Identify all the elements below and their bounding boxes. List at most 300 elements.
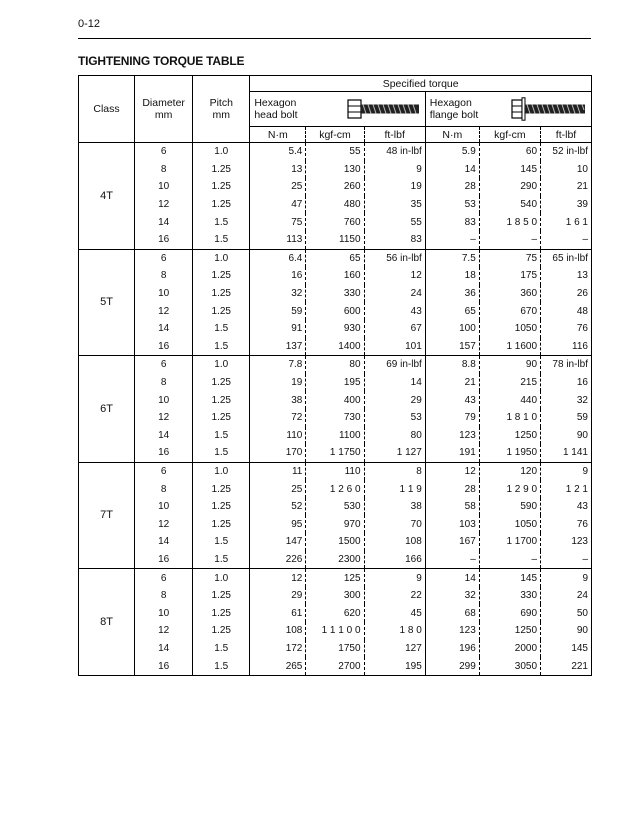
head-kgfcm-cell: 55 xyxy=(306,143,364,161)
flange-ftlbf-cell: 78 in-lbf xyxy=(541,356,592,374)
table-row xyxy=(79,551,592,569)
class-header: Class xyxy=(79,76,135,143)
class-cell: 5T xyxy=(79,249,135,356)
diameter-cell: 16 xyxy=(135,338,193,356)
flange-kgfcm-cell: 290 xyxy=(479,178,540,196)
flange-nm-cell: 83 xyxy=(425,213,479,231)
flange-nm-cell: 18 xyxy=(425,267,479,285)
flange-nm-cell: 79 xyxy=(425,409,479,427)
diameter-cell: 10 xyxy=(135,178,193,196)
diameter-cell: 12 xyxy=(135,196,193,214)
flange-kgfcm-cell: 75 xyxy=(479,249,540,267)
head-ftlbf-cell: 1 127 xyxy=(364,444,425,462)
diameter-cell: 16 xyxy=(135,231,193,249)
head-nm-cell: 6.4 xyxy=(250,249,306,267)
table-row xyxy=(79,196,592,214)
flange-ftlbf-cell: 90 xyxy=(541,427,592,445)
head-kgfcm-cell: 760 xyxy=(306,213,364,231)
head-kgfcm-cell: 1 2 6 0 xyxy=(306,480,364,498)
diameter-cell: 8 xyxy=(135,374,193,392)
flange-nm-cell: 28 xyxy=(425,480,479,498)
diameter-cell: 6 xyxy=(135,356,193,374)
flange-nm-cell: 58 xyxy=(425,498,479,516)
diameter-cell: 12 xyxy=(135,409,193,427)
flange-kgfcm-cell: 1050 xyxy=(479,320,540,338)
head-kgfcm-cell: 65 xyxy=(306,249,364,267)
head-kgfcm-cell: 160 xyxy=(306,267,364,285)
head-kgfcm-cell: 930 xyxy=(306,320,364,338)
diameter-cell: 14 xyxy=(135,640,193,658)
head-ftlbf-cell: 80 xyxy=(364,427,425,445)
pitch-cell: 1.5 xyxy=(193,533,250,551)
diameter-header xyxy=(135,76,193,143)
pitch-cell: 1.5 xyxy=(193,320,250,338)
table-row xyxy=(79,356,592,374)
pitch-cell: 1.0 xyxy=(193,569,250,587)
diameter-cell: 10 xyxy=(135,285,193,303)
head-kgfcm-cell: 110 xyxy=(306,462,364,480)
table-row xyxy=(79,480,592,498)
header-rule xyxy=(78,38,591,39)
head-kgfcm-cell: 195 xyxy=(306,374,364,392)
flange-nm-cell: 8.8 xyxy=(425,356,479,374)
diameter-cell: 6 xyxy=(135,249,193,267)
head-ftlbf-cell: 45 xyxy=(364,604,425,622)
diameter-cell: 10 xyxy=(135,391,193,409)
flange-kgfcm-cell: 1 8 1 0 xyxy=(479,409,540,427)
pitch-cell: 1.25 xyxy=(193,498,250,516)
pitch-cell: 1.0 xyxy=(193,356,250,374)
table-row xyxy=(79,622,592,640)
pitch-cell: 1.25 xyxy=(193,480,250,498)
flange-kgfcm-cell: 590 xyxy=(479,498,540,516)
table-row xyxy=(79,143,592,161)
flange-kgfcm-cell: 1 8 5 0 xyxy=(479,213,540,231)
flange-nm-cell: 167 xyxy=(425,533,479,551)
diameter-cell: 8 xyxy=(135,161,193,179)
flange-ftlbf-cell: 221 xyxy=(541,657,592,675)
head-nm-cell: 72 xyxy=(250,409,306,427)
page-title: TIGHTENING TORQUE TABLE xyxy=(78,54,245,68)
flange-ftlbf-cell: 145 xyxy=(541,640,592,658)
head-kgfcm-cell: 130 xyxy=(306,161,364,179)
head-nm-cell: 265 xyxy=(250,657,306,675)
flange-kgfcm-cell: 360 xyxy=(479,285,540,303)
head-ftlbf-cell: 83 xyxy=(364,231,425,249)
table-row xyxy=(79,285,592,303)
flange-kgfcm-cell: 690 xyxy=(479,604,540,622)
flange-nm-cell: 53 xyxy=(425,196,479,214)
pitch-cell: 1.25 xyxy=(193,515,250,533)
head-ftlbf-cell: 35 xyxy=(364,196,425,214)
diameter-cell: 12 xyxy=(135,302,193,320)
flange-nm-cell: 21 xyxy=(425,374,479,392)
diameter-header-line1: Diameter xyxy=(142,97,185,109)
unit-head-nm: N·m xyxy=(250,127,306,143)
head-ftlbf-cell: 43 xyxy=(364,302,425,320)
diameter-cell: 12 xyxy=(135,515,193,533)
flange-ftlbf-cell: 26 xyxy=(541,285,592,303)
diameter-cell: 12 xyxy=(135,622,193,640)
head-nm-cell: 25 xyxy=(250,480,306,498)
hex-flange-line1: Hexagon xyxy=(429,97,472,109)
flange-kgfcm-cell: 145 xyxy=(479,569,540,587)
head-kgfcm-cell: 730 xyxy=(306,409,364,427)
head-nm-cell: 170 xyxy=(250,444,306,462)
flange-kgfcm-cell: – xyxy=(479,231,540,249)
head-nm-cell: 47 xyxy=(250,196,306,214)
flange-nm-cell: 65 xyxy=(425,302,479,320)
class-cell: 6T xyxy=(79,356,135,463)
pitch-cell: 1.5 xyxy=(193,213,250,231)
head-ftlbf-cell: 70 xyxy=(364,515,425,533)
unit-flange-ftlbf: ft-lbf xyxy=(541,127,592,143)
head-nm-cell: 110 xyxy=(250,427,306,445)
head-ftlbf-cell: 127 xyxy=(364,640,425,658)
head-ftlbf-cell: 53 xyxy=(364,409,425,427)
flange-kgfcm-cell: 2000 xyxy=(479,640,540,658)
head-nm-cell: 147 xyxy=(250,533,306,551)
head-kgfcm-cell: 620 xyxy=(306,604,364,622)
class-cell: 4T xyxy=(100,189,113,202)
head-ftlbf-cell: 56 in-lbf xyxy=(364,249,425,267)
flange-kgfcm-cell: 1250 xyxy=(479,427,540,445)
head-ftlbf-cell: 166 xyxy=(364,551,425,569)
table-row xyxy=(79,249,592,267)
pitch-cell: 1.25 xyxy=(193,302,250,320)
head-ftlbf-cell: 24 xyxy=(364,285,425,303)
hex-flange-line2: flange bolt xyxy=(429,109,479,121)
head-kgfcm-cell: 300 xyxy=(306,587,364,605)
head-nm-cell: 113 xyxy=(250,231,306,249)
diameter-cell: 14 xyxy=(135,320,193,338)
flange-kgfcm-cell: 1 1950 xyxy=(479,444,540,462)
flange-nm-cell: 100 xyxy=(425,320,479,338)
head-kgfcm-cell: 1100 xyxy=(306,427,364,445)
pitch-cell: 1.5 xyxy=(193,427,250,445)
hex-head-line2: head bolt xyxy=(254,109,298,121)
flange-nm-cell: 191 xyxy=(425,444,479,462)
diameter-cell: 14 xyxy=(135,533,193,551)
hex-head-bolt-header xyxy=(250,92,425,127)
head-nm-cell: 5.4 xyxy=(250,143,306,161)
head-nm-cell: 29 xyxy=(250,587,306,605)
head-ftlbf-cell: 1 8 0 xyxy=(364,622,425,640)
pitch-cell: 1.5 xyxy=(193,338,250,356)
class-cell: 7T xyxy=(79,462,135,569)
table-row xyxy=(79,657,592,675)
flange-nm-cell: 14 xyxy=(425,569,479,587)
flange-ftlbf-cell: 43 xyxy=(541,498,592,516)
head-nm-cell: 172 xyxy=(250,640,306,658)
flange-ftlbf-cell: 90 xyxy=(541,622,592,640)
table-row xyxy=(79,640,592,658)
flange-ftlbf-cell: 9 xyxy=(541,569,592,587)
unit-flange-nm: N·m xyxy=(425,127,479,143)
table-row xyxy=(79,231,592,249)
head-kgfcm-cell: 125 xyxy=(306,569,364,587)
diameter-cell: 6 xyxy=(135,569,193,587)
pitch-cell: 1.25 xyxy=(193,409,250,427)
head-kgfcm-cell: 970 xyxy=(306,515,364,533)
flange-ftlbf-cell: 24 xyxy=(541,587,592,605)
specified-torque-header: Specified torque xyxy=(250,76,592,92)
pitch-cell: 1.0 xyxy=(193,249,250,267)
pitch-cell: 1.25 xyxy=(193,196,250,214)
diameter-cell: 10 xyxy=(135,604,193,622)
head-nm-cell: 108 xyxy=(250,622,306,640)
flange-ftlbf-cell: 50 xyxy=(541,604,592,622)
head-kgfcm-cell: 80 xyxy=(306,356,364,374)
flange-kgfcm-cell: 540 xyxy=(479,196,540,214)
flange-ftlbf-cell: 32 xyxy=(541,391,592,409)
flange-nm-cell: 12 xyxy=(425,462,479,480)
flange-kgfcm-cell: 3050 xyxy=(479,657,540,675)
flange-nm-cell: 36 xyxy=(425,285,479,303)
head-kgfcm-cell: 1150 xyxy=(306,231,364,249)
pitch-cell: 1.25 xyxy=(193,604,250,622)
pitch-cell: 1.25 xyxy=(193,267,250,285)
head-nm-cell: 19 xyxy=(250,374,306,392)
flange-ftlbf-cell: 1 2 1 xyxy=(541,480,592,498)
head-kgfcm-cell: 480 xyxy=(306,196,364,214)
head-kgfcm-cell: 1500 xyxy=(306,533,364,551)
flange-nm-cell: 5.9 xyxy=(425,143,479,161)
flange-nm-cell: – xyxy=(425,231,479,249)
table-row xyxy=(79,409,592,427)
table-row xyxy=(79,498,592,516)
diameter-cell: 8 xyxy=(135,587,193,605)
head-nm-cell: 137 xyxy=(250,338,306,356)
flange-kgfcm-cell: 1250 xyxy=(479,622,540,640)
head-ftlbf-cell: 12 xyxy=(364,267,425,285)
head-kgfcm-cell: 1400 xyxy=(306,338,364,356)
diameter-cell: 8 xyxy=(135,267,193,285)
head-nm-cell: 91 xyxy=(250,320,306,338)
table-row xyxy=(79,515,592,533)
hex-flange-bolt-icon xyxy=(511,97,587,121)
flange-nm-cell: 68 xyxy=(425,604,479,622)
flange-ftlbf-cell: 116 xyxy=(541,338,592,356)
table-row xyxy=(79,302,592,320)
head-ftlbf-cell: 69 in-lbf xyxy=(364,356,425,374)
pitch-cell: 1.25 xyxy=(193,391,250,409)
head-nm-cell: 12 xyxy=(250,569,306,587)
flange-kgfcm-cell: 670 xyxy=(479,302,540,320)
head-ftlbf-cell: 19 xyxy=(364,178,425,196)
hex-head-line1: Hexagon xyxy=(254,97,297,109)
head-ftlbf-cell: 67 xyxy=(364,320,425,338)
diameter-cell: 14 xyxy=(135,427,193,445)
head-ftlbf-cell: 22 xyxy=(364,587,425,605)
diameter-header-line2: mm xyxy=(154,109,173,121)
table-row xyxy=(79,533,592,551)
unit-flange-kgfcm: kgf-cm xyxy=(479,127,540,143)
flange-nm-cell: 123 xyxy=(425,622,479,640)
table-row xyxy=(79,427,592,445)
flange-ftlbf-cell: 16 xyxy=(541,374,592,392)
table-row xyxy=(79,604,592,622)
flange-nm-cell: – xyxy=(425,551,479,569)
table-row xyxy=(79,320,592,338)
head-kgfcm-cell: 330 xyxy=(306,285,364,303)
diameter-cell: 16 xyxy=(135,444,193,462)
flange-kgfcm-cell: 90 xyxy=(479,356,540,374)
head-kgfcm-cell: 1 1750 xyxy=(306,444,364,462)
diameter-cell: 8 xyxy=(135,480,193,498)
flange-nm-cell: 103 xyxy=(425,515,479,533)
head-kgfcm-cell: 600 xyxy=(306,302,364,320)
head-ftlbf-cell: 55 xyxy=(364,213,425,231)
diameter-cell: 14 xyxy=(135,213,193,231)
table-row xyxy=(79,569,592,587)
flange-kgfcm-cell: 175 xyxy=(479,267,540,285)
flange-kgfcm-cell: 440 xyxy=(479,391,540,409)
flange-ftlbf-cell: 76 xyxy=(541,320,592,338)
head-kgfcm-cell: 2300 xyxy=(306,551,364,569)
flange-ftlbf-cell: 76 xyxy=(541,515,592,533)
flange-nm-cell: 32 xyxy=(425,587,479,605)
head-ftlbf-cell: 14 xyxy=(364,374,425,392)
flange-nm-cell: 123 xyxy=(425,427,479,445)
hex-flange-bolt-header xyxy=(425,92,591,127)
head-kgfcm-cell: 400 xyxy=(306,391,364,409)
pitch-header-line1: Pitch xyxy=(209,97,233,109)
head-ftlbf-cell: 9 xyxy=(364,569,425,587)
diameter-cell: 16 xyxy=(135,657,193,675)
hex-head-bolt-icon xyxy=(347,98,421,120)
pitch-cell: 1.25 xyxy=(193,374,250,392)
torque-table xyxy=(78,75,592,676)
flange-kgfcm-cell: 1050 xyxy=(479,515,540,533)
table-row xyxy=(79,338,592,356)
flange-ftlbf-cell: 48 xyxy=(541,302,592,320)
page-number: 0-12 xyxy=(78,18,101,30)
head-ftlbf-cell: 38 xyxy=(364,498,425,516)
flange-ftlbf-cell: 1 141 xyxy=(541,444,592,462)
flange-kgfcm-cell: 145 xyxy=(479,161,540,179)
flange-kgfcm-cell: 1 2 9 0 xyxy=(479,480,540,498)
flange-ftlbf-cell: 59 xyxy=(541,409,592,427)
head-nm-cell: 75 xyxy=(250,213,306,231)
flange-ftlbf-cell: – xyxy=(541,231,592,249)
flange-ftlbf-cell: 10 xyxy=(541,161,592,179)
pitch-cell: 1.5 xyxy=(193,657,250,675)
flange-kgfcm-cell: – xyxy=(479,551,540,569)
flange-nm-cell: 299 xyxy=(425,657,479,675)
pitch-cell: 1.25 xyxy=(193,622,250,640)
pitch-cell: 1.5 xyxy=(193,640,250,658)
head-ftlbf-cell: 195 xyxy=(364,657,425,675)
diameter-cell: 6 xyxy=(135,462,193,480)
head-nm-cell: 52 xyxy=(250,498,306,516)
flange-kgfcm-cell: 1 1700 xyxy=(479,533,540,551)
head-nm-cell: 38 xyxy=(250,391,306,409)
flange-ftlbf-cell: 21 xyxy=(541,178,592,196)
table-row xyxy=(79,391,592,409)
head-ftlbf-cell: 108 xyxy=(364,533,425,551)
flange-kgfcm-cell: 1 1600 xyxy=(479,338,540,356)
table-row xyxy=(79,267,592,285)
pitch-cell: 1.0 xyxy=(193,462,250,480)
table-row xyxy=(79,374,592,392)
head-nm-cell: 11 xyxy=(250,462,306,480)
head-ftlbf-cell: 8 xyxy=(364,462,425,480)
diameter-cell: 6 xyxy=(135,143,193,161)
diameter-cell: 16 xyxy=(135,551,193,569)
head-nm-cell: 95 xyxy=(250,515,306,533)
head-nm-cell: 59 xyxy=(250,302,306,320)
pitch-cell: 1.25 xyxy=(193,161,250,179)
flange-kgfcm-cell: 60 xyxy=(479,143,540,161)
head-nm-cell: 25 xyxy=(250,178,306,196)
unit-head-ftlbf: ft-lbf xyxy=(364,127,425,143)
flange-ftlbf-cell: 52 in-lbf xyxy=(541,143,592,161)
table-row xyxy=(79,587,592,605)
pitch-header-line2: mm xyxy=(212,109,230,121)
pitch-cell: 1.5 xyxy=(193,551,250,569)
table-row xyxy=(79,161,592,179)
flange-ftlbf-cell: – xyxy=(541,551,592,569)
table-row xyxy=(79,462,592,480)
table-row xyxy=(79,444,592,462)
flange-ftlbf-cell: 1 6 1 xyxy=(541,213,592,231)
head-kgfcm-cell: 1 1 1 0 0 xyxy=(306,622,364,640)
flange-ftlbf-cell: 65 in-lbf xyxy=(541,249,592,267)
flange-ftlbf-cell: 9 xyxy=(541,462,592,480)
head-kgfcm-cell: 530 xyxy=(306,498,364,516)
pitch-cell: 1.25 xyxy=(193,285,250,303)
pitch-cell: 1.25 xyxy=(193,587,250,605)
flange-nm-cell: 14 xyxy=(425,161,479,179)
pitch-cell: 1.0 xyxy=(193,143,250,161)
flange-kgfcm-cell: 330 xyxy=(479,587,540,605)
torque-table-body xyxy=(79,143,592,676)
table-row xyxy=(79,213,592,231)
head-kgfcm-cell: 1750 xyxy=(306,640,364,658)
head-nm-cell: 32 xyxy=(250,285,306,303)
pitch-cell: 1.5 xyxy=(193,231,250,249)
head-ftlbf-cell: 1 1 9 xyxy=(364,480,425,498)
flange-ftlbf-cell: 39 xyxy=(541,196,592,214)
head-nm-cell: 13 xyxy=(250,161,306,179)
flange-ftlbf-cell: 13 xyxy=(541,267,592,285)
head-nm-cell: 16 xyxy=(250,267,306,285)
flange-kgfcm-cell: 215 xyxy=(479,374,540,392)
head-nm-cell: 7.8 xyxy=(250,356,306,374)
class-cell: 8T xyxy=(79,569,135,676)
head-kgfcm-cell: 2700 xyxy=(306,657,364,675)
flange-kgfcm-cell: 120 xyxy=(479,462,540,480)
flange-nm-cell: 157 xyxy=(425,338,479,356)
head-nm-cell: 61 xyxy=(250,604,306,622)
head-kgfcm-cell: 260 xyxy=(306,178,364,196)
flange-ftlbf-cell: 123 xyxy=(541,533,592,551)
pitch-cell: 1.25 xyxy=(193,178,250,196)
diameter-cell: 10 xyxy=(135,498,193,516)
unit-head-kgfcm: kgf-cm xyxy=(306,127,364,143)
pitch-header xyxy=(193,76,250,143)
flange-nm-cell: 43 xyxy=(425,391,479,409)
flange-nm-cell: 28 xyxy=(425,178,479,196)
head-ftlbf-cell: 101 xyxy=(364,338,425,356)
flange-nm-cell: 196 xyxy=(425,640,479,658)
head-nm-cell: 226 xyxy=(250,551,306,569)
table-row xyxy=(79,178,592,196)
pitch-cell: 1.5 xyxy=(193,444,250,462)
flange-nm-cell: 7.5 xyxy=(425,249,479,267)
head-ftlbf-cell: 9 xyxy=(364,161,425,179)
